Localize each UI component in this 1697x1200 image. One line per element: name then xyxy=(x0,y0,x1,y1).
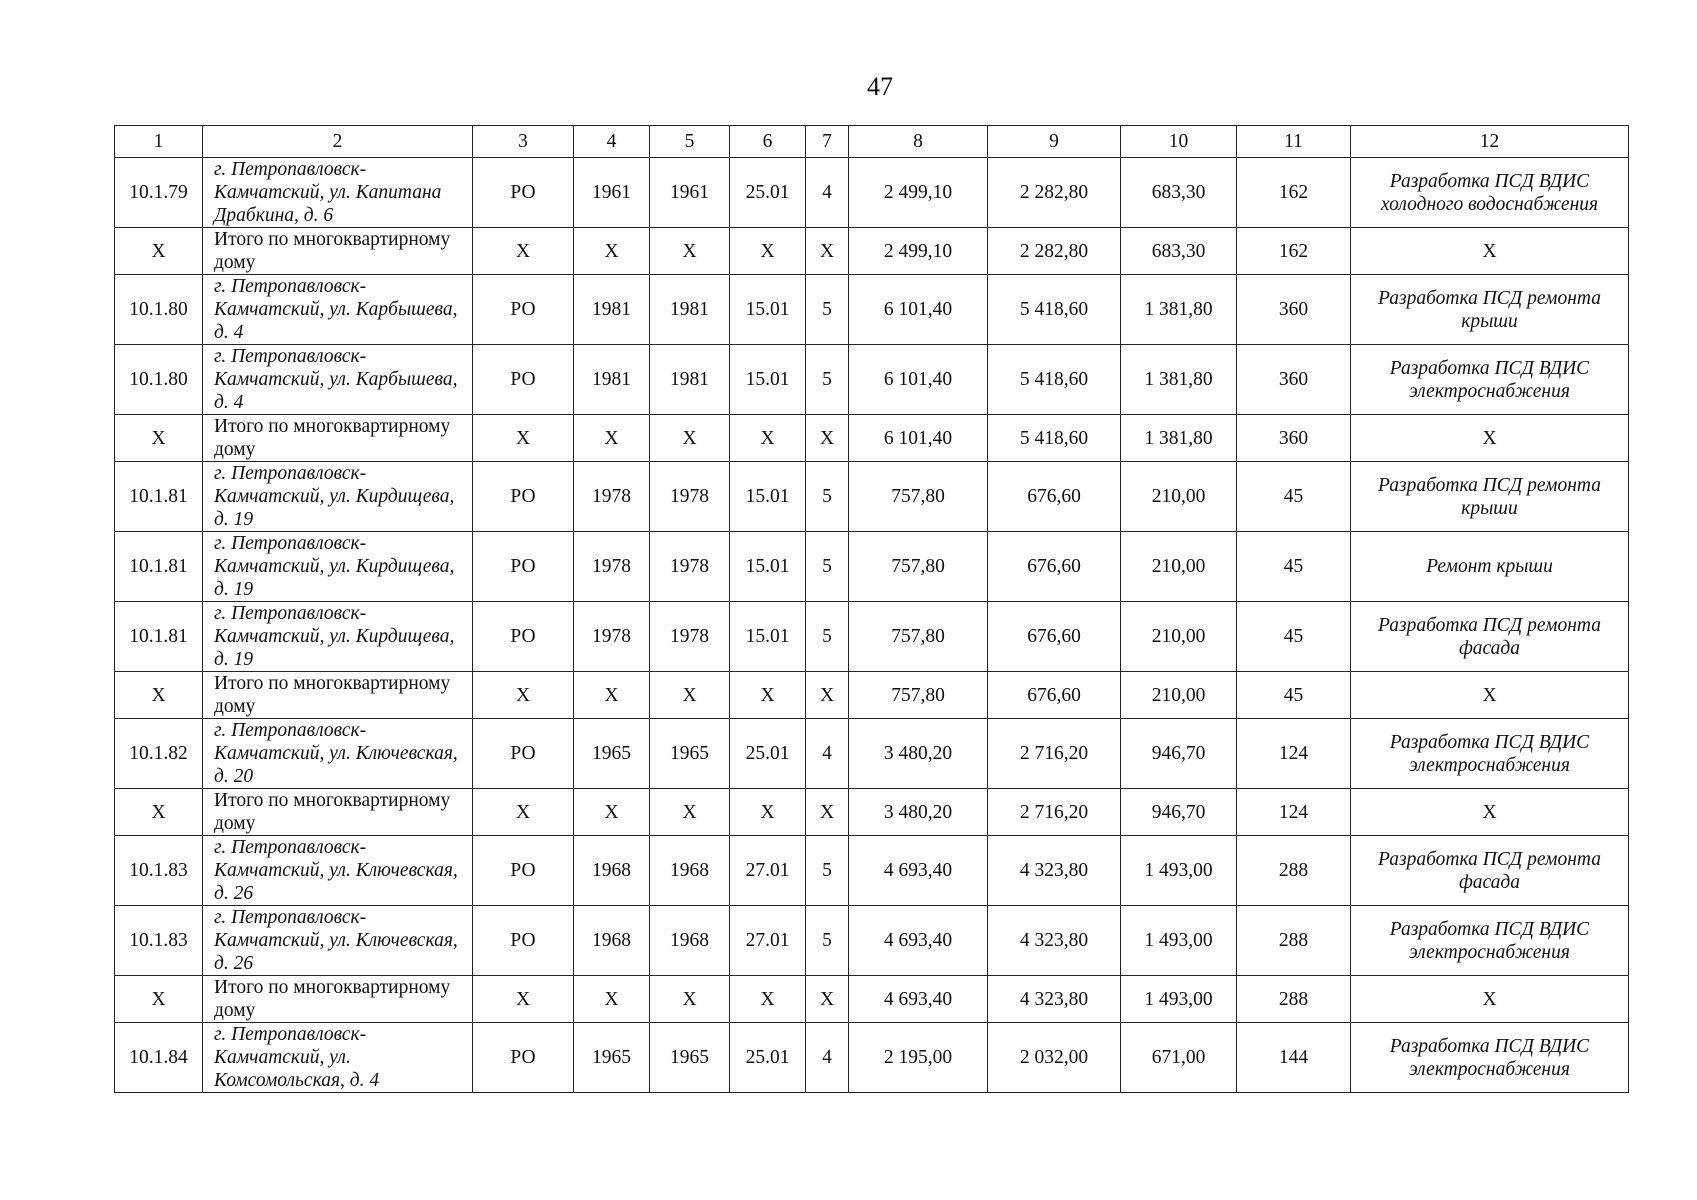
cell-col-12: Х xyxy=(1351,672,1629,719)
cell-col-3: РО xyxy=(473,1023,574,1093)
cell-col-4: 1981 xyxy=(574,345,650,415)
cell-col-10: 210,00 xyxy=(1121,462,1237,532)
cell-col-9: 2 716,20 xyxy=(988,789,1121,836)
cell-col-9: 5 418,60 xyxy=(988,415,1121,462)
cell-col-4: Х xyxy=(574,415,650,462)
cell-col-10: 1 381,80 xyxy=(1121,415,1237,462)
cell-col-2: г. Петропавловск-Камчатский, ул. Кирдищева, д. 19 xyxy=(203,462,473,532)
table-row xyxy=(115,719,1629,789)
cell-col-4: Х xyxy=(574,228,650,275)
table-row xyxy=(115,906,1629,976)
cell-col-2: г. Петропавловск-Камчатский, ул. Кирдищева, д. 19 xyxy=(203,602,473,672)
cell-col-1: 10.1.81 xyxy=(115,532,203,602)
subtotal-row xyxy=(115,789,1629,836)
cell-col-5: 1981 xyxy=(650,275,730,345)
cell-col-7: Х xyxy=(806,672,849,719)
cell-col-2: г. Петропавловск-Камчатский, ул. Карбышева, д. 4 xyxy=(203,275,473,345)
cell-col-8: 757,80 xyxy=(849,602,988,672)
subtotal-row xyxy=(115,976,1629,1023)
cell-col-8: 6 101,40 xyxy=(849,415,988,462)
cell-col-6: 15.01 xyxy=(730,462,806,532)
cell-col-5: 1978 xyxy=(650,602,730,672)
page-number: 47 xyxy=(867,72,893,101)
cell-col-12: Разработка ПСД ВДИС электроснабжения xyxy=(1351,1023,1629,1093)
cell-col-11: 360 xyxy=(1237,275,1351,345)
cell-col-5: 1978 xyxy=(650,532,730,602)
cell-col-10: 946,70 xyxy=(1121,719,1237,789)
cell-col-1: Х xyxy=(115,415,203,462)
cell-col-2: Итого по многоквартирному дому xyxy=(203,415,473,462)
cell-col-11: 45 xyxy=(1237,532,1351,602)
cell-col-8: 757,80 xyxy=(849,532,988,602)
cell-col-3: Х xyxy=(473,415,574,462)
cell-col-7: Х xyxy=(806,789,849,836)
cell-col-12: Разработка ПСД ВДИС электроснабжения xyxy=(1351,719,1629,789)
cell-col-12: Х xyxy=(1351,228,1629,275)
cell-col-3: РО xyxy=(473,462,574,532)
cell-col-6: Х xyxy=(730,415,806,462)
cell-col-10: 210,00 xyxy=(1121,532,1237,602)
cell-col-2: г. Петропавловск-Камчатский, ул. Кирдищева, д. 19 xyxy=(203,532,473,602)
table-row xyxy=(115,836,1629,906)
cell-col-8: 757,80 xyxy=(849,462,988,532)
cell-col-11: 288 xyxy=(1237,976,1351,1023)
table-body xyxy=(115,158,1629,1093)
cell-col-12: Разработка ПСД ремонта крыши xyxy=(1351,275,1629,345)
cell-col-10: 1 493,00 xyxy=(1121,836,1237,906)
cell-col-2: г. Петропавловск-Камчатский, ул. Комсомольская, д. 4 xyxy=(203,1023,473,1093)
cell-col-6: 27.01 xyxy=(730,836,806,906)
cell-col-10: 671,00 xyxy=(1121,1023,1237,1093)
header-row xyxy=(115,126,1629,158)
cell-col-6: 15.01 xyxy=(730,532,806,602)
cell-col-1: 10.1.79 xyxy=(115,158,203,228)
cell-col-8: 6 101,40 xyxy=(849,275,988,345)
cell-col-6: 25.01 xyxy=(730,158,806,228)
cell-col-8: 757,80 xyxy=(849,672,988,719)
table-row xyxy=(115,158,1629,228)
cell-col-11: 45 xyxy=(1237,602,1351,672)
column-header-3: 3 xyxy=(473,126,574,158)
cell-col-4: 1965 xyxy=(574,1023,650,1093)
cell-col-8: 2 195,00 xyxy=(849,1023,988,1093)
cell-col-2: г. Петропавловск-Камчатский, ул. Карбышева, д. 4 xyxy=(203,345,473,415)
cell-col-9: 5 418,60 xyxy=(988,275,1121,345)
cell-col-7: 5 xyxy=(806,906,849,976)
cell-col-2: Итого по многоквартирному дому xyxy=(203,976,473,1023)
cell-col-4: 1961 xyxy=(574,158,650,228)
table-row xyxy=(115,602,1629,672)
cell-col-10: 1 381,80 xyxy=(1121,275,1237,345)
table-row xyxy=(115,275,1629,345)
cell-col-5: 1961 xyxy=(650,158,730,228)
cell-col-11: 45 xyxy=(1237,672,1351,719)
cell-col-1: Х xyxy=(115,976,203,1023)
cell-col-3: РО xyxy=(473,836,574,906)
column-header-8: 8 xyxy=(849,126,988,158)
cell-col-2: Итого по многоквартирному дому xyxy=(203,789,473,836)
cell-col-8: 4 693,40 xyxy=(849,906,988,976)
table-row xyxy=(115,532,1629,602)
cell-col-9: 4 323,80 xyxy=(988,906,1121,976)
column-header-4: 4 xyxy=(574,126,650,158)
cell-col-3: РО xyxy=(473,532,574,602)
cell-col-5: Х xyxy=(650,976,730,1023)
column-header-11: 11 xyxy=(1237,126,1351,158)
cell-col-8: 3 480,20 xyxy=(849,719,988,789)
table-row xyxy=(115,1023,1629,1093)
table-header xyxy=(115,126,1629,158)
cell-col-6: 25.01 xyxy=(730,1023,806,1093)
cell-col-8: 2 499,10 xyxy=(849,158,988,228)
cell-col-9: 2 282,80 xyxy=(988,228,1121,275)
cell-col-7: 4 xyxy=(806,1023,849,1093)
cell-col-9: 676,60 xyxy=(988,532,1121,602)
cell-col-1: Х xyxy=(115,672,203,719)
cell-col-7: 5 xyxy=(806,275,849,345)
cell-col-12: Ремонт крыши xyxy=(1351,532,1629,602)
cell-col-12: Разработка ПСД ремонта фасада xyxy=(1351,836,1629,906)
cell-col-3: РО xyxy=(473,906,574,976)
cell-col-9: 2 032,00 xyxy=(988,1023,1121,1093)
cell-col-7: Х xyxy=(806,415,849,462)
cell-col-11: 45 xyxy=(1237,462,1351,532)
cell-col-1: 10.1.84 xyxy=(115,1023,203,1093)
cell-col-6: Х xyxy=(730,228,806,275)
cell-col-4: 1968 xyxy=(574,906,650,976)
registry-table xyxy=(114,125,1629,1093)
cell-col-2: г. Петропавловск-Камчатский, ул. Ключевская, д. 20 xyxy=(203,719,473,789)
cell-col-3: Х xyxy=(473,976,574,1023)
cell-col-7: 5 xyxy=(806,532,849,602)
cell-col-8: 4 693,40 xyxy=(849,836,988,906)
cell-col-9: 4 323,80 xyxy=(988,836,1121,906)
cell-col-2: г. Петропавловск-Камчатский, ул. Ключевская, д. 26 xyxy=(203,906,473,976)
cell-col-4: Х xyxy=(574,789,650,836)
column-header-1: 1 xyxy=(115,126,203,158)
cell-col-11: 144 xyxy=(1237,1023,1351,1093)
cell-col-12: Разработка ПСД ремонта крыши xyxy=(1351,462,1629,532)
column-header-12: 12 xyxy=(1351,126,1629,158)
cell-col-5: Х xyxy=(650,672,730,719)
cell-col-11: 360 xyxy=(1237,345,1351,415)
cell-col-10: 210,00 xyxy=(1121,602,1237,672)
cell-col-10: 946,70 xyxy=(1121,789,1237,836)
cell-col-1: 10.1.82 xyxy=(115,719,203,789)
cell-col-5: 1981 xyxy=(650,345,730,415)
cell-col-11: 162 xyxy=(1237,158,1351,228)
cell-col-1: Х xyxy=(115,228,203,275)
cell-col-5: 1978 xyxy=(650,462,730,532)
cell-col-3: Х xyxy=(473,672,574,719)
column-header-10: 10 xyxy=(1121,126,1237,158)
cell-col-6: Х xyxy=(730,976,806,1023)
cell-col-12: Х xyxy=(1351,789,1629,836)
cell-col-5: 1965 xyxy=(650,1023,730,1093)
cell-col-5: Х xyxy=(650,228,730,275)
cell-col-7: 5 xyxy=(806,836,849,906)
cell-col-5: 1965 xyxy=(650,719,730,789)
cell-col-12: Разработка ПСД ремонта фасада xyxy=(1351,602,1629,672)
cell-col-4: Х xyxy=(574,672,650,719)
cell-col-5: 1968 xyxy=(650,906,730,976)
column-header-5: 5 xyxy=(650,126,730,158)
cell-col-9: 676,60 xyxy=(988,462,1121,532)
cell-col-8: 6 101,40 xyxy=(849,345,988,415)
cell-col-4: 1965 xyxy=(574,719,650,789)
cell-col-9: 4 323,80 xyxy=(988,976,1121,1023)
cell-col-11: 360 xyxy=(1237,415,1351,462)
cell-col-4: 1978 xyxy=(574,532,650,602)
cell-col-6: 15.01 xyxy=(730,602,806,672)
cell-col-4: 1978 xyxy=(574,602,650,672)
cell-col-11: 288 xyxy=(1237,906,1351,976)
cell-col-6: 25.01 xyxy=(730,719,806,789)
cell-col-1: 10.1.81 xyxy=(115,462,203,532)
cell-col-1: 10.1.83 xyxy=(115,906,203,976)
cell-col-8: 4 693,40 xyxy=(849,976,988,1023)
cell-col-10: 683,30 xyxy=(1121,228,1237,275)
cell-col-7: Х xyxy=(806,976,849,1023)
cell-col-6: 15.01 xyxy=(730,345,806,415)
subtotal-row xyxy=(115,228,1629,275)
cell-col-11: 162 xyxy=(1237,228,1351,275)
cell-col-10: 1 381,80 xyxy=(1121,345,1237,415)
cell-col-1: 10.1.80 xyxy=(115,345,203,415)
cell-col-12: Разработка ПСД ВДИС электроснабжения xyxy=(1351,345,1629,415)
cell-col-11: 124 xyxy=(1237,719,1351,789)
column-header-6: 6 xyxy=(730,126,806,158)
column-header-7: 7 xyxy=(806,126,849,158)
cell-col-5: Х xyxy=(650,789,730,836)
cell-col-10: 210,00 xyxy=(1121,672,1237,719)
cell-col-2: г. Петропавловск-Камчатский, ул. Капитана Драбкина, д. 6 xyxy=(203,158,473,228)
cell-col-3: РО xyxy=(473,719,574,789)
cell-col-9: 5 418,60 xyxy=(988,345,1121,415)
cell-col-8: 2 499,10 xyxy=(849,228,988,275)
cell-col-9: 2 716,20 xyxy=(988,719,1121,789)
cell-col-8: 3 480,20 xyxy=(849,789,988,836)
cell-col-12: Х xyxy=(1351,415,1629,462)
cell-col-3: РО xyxy=(473,158,574,228)
cell-col-2: Итого по многоквартирному дому xyxy=(203,228,473,275)
cell-col-9: 676,60 xyxy=(988,602,1121,672)
subtotal-row xyxy=(115,672,1629,719)
cell-col-4: Х xyxy=(574,976,650,1023)
cell-col-10: 1 493,00 xyxy=(1121,906,1237,976)
cell-col-7: Х xyxy=(806,228,849,275)
cell-col-3: РО xyxy=(473,275,574,345)
table-row xyxy=(115,345,1629,415)
column-header-9: 9 xyxy=(988,126,1121,158)
cell-col-1: 10.1.80 xyxy=(115,275,203,345)
cell-col-4: 1978 xyxy=(574,462,650,532)
cell-col-3: Х xyxy=(473,228,574,275)
cell-col-2: г. Петропавловск-Камчатский, ул. Ключевская, д. 26 xyxy=(203,836,473,906)
cell-col-7: 4 xyxy=(806,719,849,789)
cell-col-7: 5 xyxy=(806,345,849,415)
table-row xyxy=(115,462,1629,532)
cell-col-4: 1968 xyxy=(574,836,650,906)
cell-col-4: 1981 xyxy=(574,275,650,345)
cell-col-3: Х xyxy=(473,789,574,836)
cell-col-9: 676,60 xyxy=(988,672,1121,719)
cell-col-11: 288 xyxy=(1237,836,1351,906)
cell-col-12: Х xyxy=(1351,976,1629,1023)
cell-col-1: 10.1.83 xyxy=(115,836,203,906)
cell-col-9: 2 282,80 xyxy=(988,158,1121,228)
cell-col-2: Итого по многоквартирному дому xyxy=(203,672,473,719)
cell-col-6: 27.01 xyxy=(730,906,806,976)
cell-col-7: 4 xyxy=(806,158,849,228)
cell-col-7: 5 xyxy=(806,602,849,672)
subtotal-row xyxy=(115,415,1629,462)
cell-col-1: 10.1.81 xyxy=(115,602,203,672)
cell-col-6: Х xyxy=(730,789,806,836)
column-header-2: 2 xyxy=(203,126,473,158)
cell-col-3: РО xyxy=(473,345,574,415)
cell-col-11: 124 xyxy=(1237,789,1351,836)
cell-col-3: РО xyxy=(473,602,574,672)
cell-col-10: 1 493,00 xyxy=(1121,976,1237,1023)
cell-col-6: Х xyxy=(730,672,806,719)
cell-col-5: 1968 xyxy=(650,836,730,906)
cell-col-5: Х xyxy=(650,415,730,462)
cell-col-6: 15.01 xyxy=(730,275,806,345)
cell-col-1: Х xyxy=(115,789,203,836)
cell-col-12: Разработка ПСД ВДИС электроснабжения xyxy=(1351,906,1629,976)
cell-col-10: 683,30 xyxy=(1121,158,1237,228)
cell-col-12: Разработка ПСД ВДИС холодного водоснабжения xyxy=(1351,158,1629,228)
cell-col-7: 5 xyxy=(806,462,849,532)
